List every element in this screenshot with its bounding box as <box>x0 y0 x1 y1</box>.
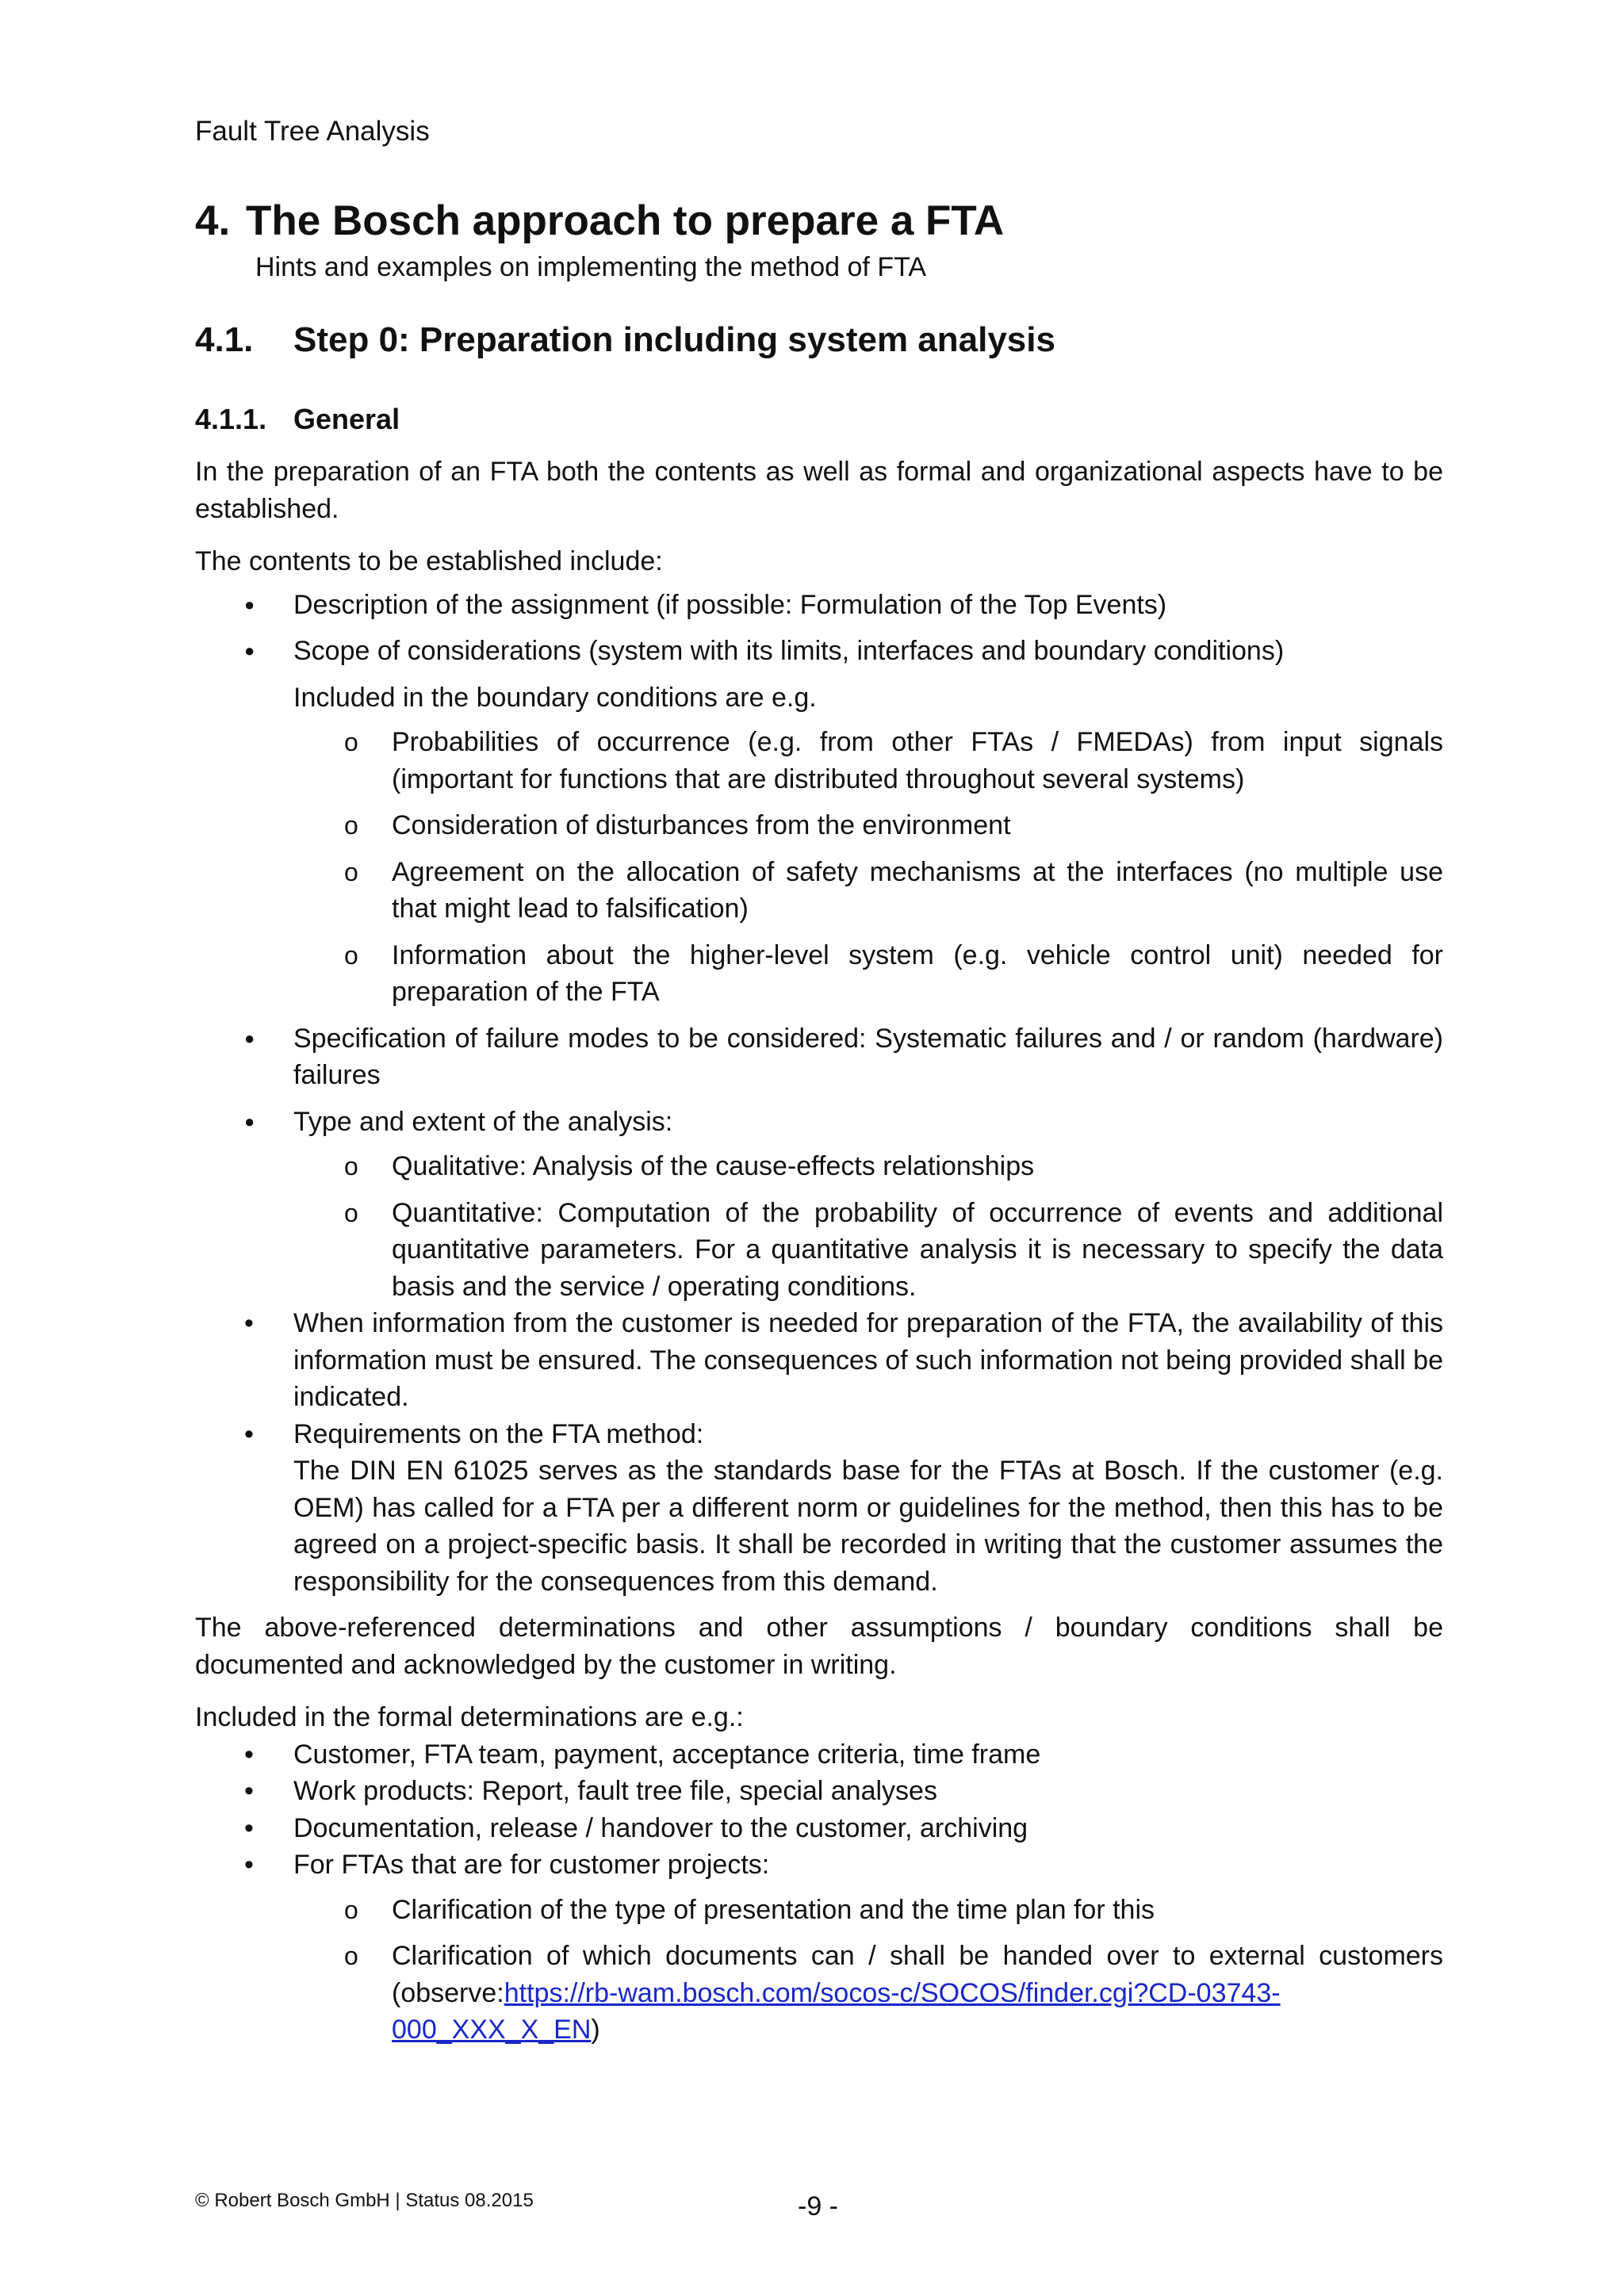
scope-sub-intro: Included in the boundary conditions are e.g. <box>293 682 817 713</box>
customer-projects-list <box>293 1892 1443 2049</box>
bullet-icon <box>244 1846 268 1884</box>
formal-list <box>195 1736 1443 2049</box>
list-item: o Clarification of which documents can / shall be handed over to external customers (observe:https://rb-wam.bosch.com/socos-c/SOCOS/finder.cgi?CD-03743-000_XXX_X_EN) <box>293 1938 1443 2049</box>
contents-intro: The contents to be established include: <box>195 546 663 576</box>
chapter-heading <box>195 197 1004 245</box>
formal-intro: Included in the formal determinations are e.g.: <box>195 1702 744 1732</box>
list-item: ● Specification of failure modes to be considered: Systematic failures and / or random (hardware) failures <box>195 1020 1443 1094</box>
section-heading <box>195 320 1055 360</box>
list-item: o Probabilities of occurrence (e.g. from other FTAs / FMEDAs) from input signals (important for functions that are distributed throughout several systems) <box>293 724 1443 798</box>
running-header: Fault Tree Analysis <box>195 116 430 147</box>
contents-list <box>195 587 1443 1601</box>
bullet-icon <box>244 1305 268 1342</box>
circle-bullet-icon <box>344 937 358 974</box>
list-item: • Documentation, release / handover to the customer, archiving <box>195 1810 1443 1847</box>
list-item: o Consideration of disturbances from the environment <box>293 807 1443 844</box>
list-item: • Customer, FTA team, payment, acceptance criteria, time frame <box>195 1736 1443 1774</box>
subsection-number: 4.1.1. <box>195 403 267 435</box>
bullet-icon <box>244 1020 268 1061</box>
list-item: o Clarification of the type of presentation and the time plan for this <box>293 1892 1443 1929</box>
section-number: 4.1. <box>195 320 254 359</box>
subsection-heading <box>195 403 400 436</box>
bullet-icon <box>244 587 268 627</box>
chapter-number: 4. <box>195 197 231 244</box>
list-item: o Quantitative: Computation of the probability of occurrence of events and additional quantitative parameters. For a quantitative analysis it is necessary to specify the data basis and the service / operating conditions. <box>293 1195 1443 1306</box>
page-number: -9 - <box>798 2191 838 2221</box>
circle-bullet-icon <box>344 1148 358 1185</box>
bullet-icon <box>244 1810 268 1847</box>
section-title: Step 0: Preparation including system analysis <box>293 320 1055 359</box>
bullet-icon <box>244 1104 268 1144</box>
list-item: ● Scope of considerations (system with its limits, interfaces and boundary conditions) Included in the boundary conditions are e.g. o Probabilities of occurrence (e.g. from other FTAs / FMEDAs) from input signals (important for functions that are distributed throughout several systems) o Consideration of disturbances from the environment o Agreement on the allocation of safety mechanisms at the interfaces (no multiple use that might lead to falsification) o Information about the higher-level system (e.g. vehicle control unit) needed for preparation of the FTA <box>195 633 1443 1011</box>
circle-bullet-icon <box>344 1938 358 1975</box>
subsection-title: General <box>293 403 400 435</box>
list-item: o Qualitative: Analysis of the cause-effects relationships <box>293 1148 1443 1185</box>
acknowledgement-paragraph: The above-referenced determinations and other assumptions / boundary conditions shall be documented and acknowledged by the customer in writing. <box>195 1613 1443 1680</box>
list-item: o Agreement on the allocation of safety mechanisms at the interfaces (no multiple use that might lead to falsification) <box>293 854 1443 928</box>
footer-copyright: © Robert Bosch GmbH | Status 08.2015 <box>195 2190 534 2211</box>
list-item: • Work products: Report, fault tree file, special analyses <box>195 1773 1443 1810</box>
list-item: • When information from the customer is needed for preparation of the FTA, the availability of this information must be ensured. The consequences of such information not being provided shall be indicated. <box>195 1305 1443 1416</box>
analysis-type-list <box>293 1148 1443 1305</box>
list-item: ● Description of the assignment (if possible: Formulation of the Top Events) <box>195 587 1443 624</box>
bullet-icon <box>244 1416 268 1453</box>
boundary-conditions-list <box>293 724 1443 1011</box>
bullet-icon <box>244 1736 268 1774</box>
list-item: ● Type and extent of the analysis: o Qualitative: Analysis of the cause-effects relationships o Quantitative: Computation of the probability of occurrence of events and additional quantitative parameters. For a quantitative analysis it is necessary to specify the data basis and the service / operating conditions. <box>195 1104 1443 1306</box>
circle-bullet-icon <box>344 854 358 891</box>
list-item: • For FTAs that are for customer projects: o Clarification of the type of presentation and the time plan for this o Clarification of which documents can / shall be handed over to external customers (observe:https://rb-wam.bosch.com/socos-c/SOCOS/finder.cgi?CD-03743-000_XXX_X_EN) <box>195 1846 1443 2049</box>
chapter-subtitle: Hints and examples on implementing the method of FTA <box>255 252 927 282</box>
circle-bullet-icon <box>344 724 358 761</box>
list-item: • Requirements on the FTA method: The DIN EN 61025 serves as the standards base for the FTAs at Bosch. If the customer (e.g. OEM) has called for a FTA per a different norm or guidelines for the method, then this has to be agreed on a project-specific basis. It shall be recorded in writing that the customer assumes the responsibility for the consequences from this demand. <box>195 1416 1443 1601</box>
bullet-icon <box>244 633 268 673</box>
bullet-icon <box>244 1773 268 1810</box>
list-item: o Information about the higher-level system (e.g. vehicle control unit) needed for preparation of the FTA <box>293 937 1443 1011</box>
intro-paragraph: In the preparation of an FTA both the contents as well as formal and organizational aspects have to be established. <box>195 457 1443 524</box>
socos-finder-link[interactable]: https://rb-wam.bosch.com/socos-c/SOCOS/finder.cgi?CD-03743-000_XXX_X_EN <box>392 1977 1281 2045</box>
body-text <box>195 453 1443 2058</box>
chapter-title: The Bosch approach to prepare a FTA <box>246 197 1005 244</box>
circle-bullet-icon <box>344 807 358 844</box>
circle-bullet-icon <box>344 1195 358 1232</box>
circle-bullet-icon <box>344 1892 358 1929</box>
